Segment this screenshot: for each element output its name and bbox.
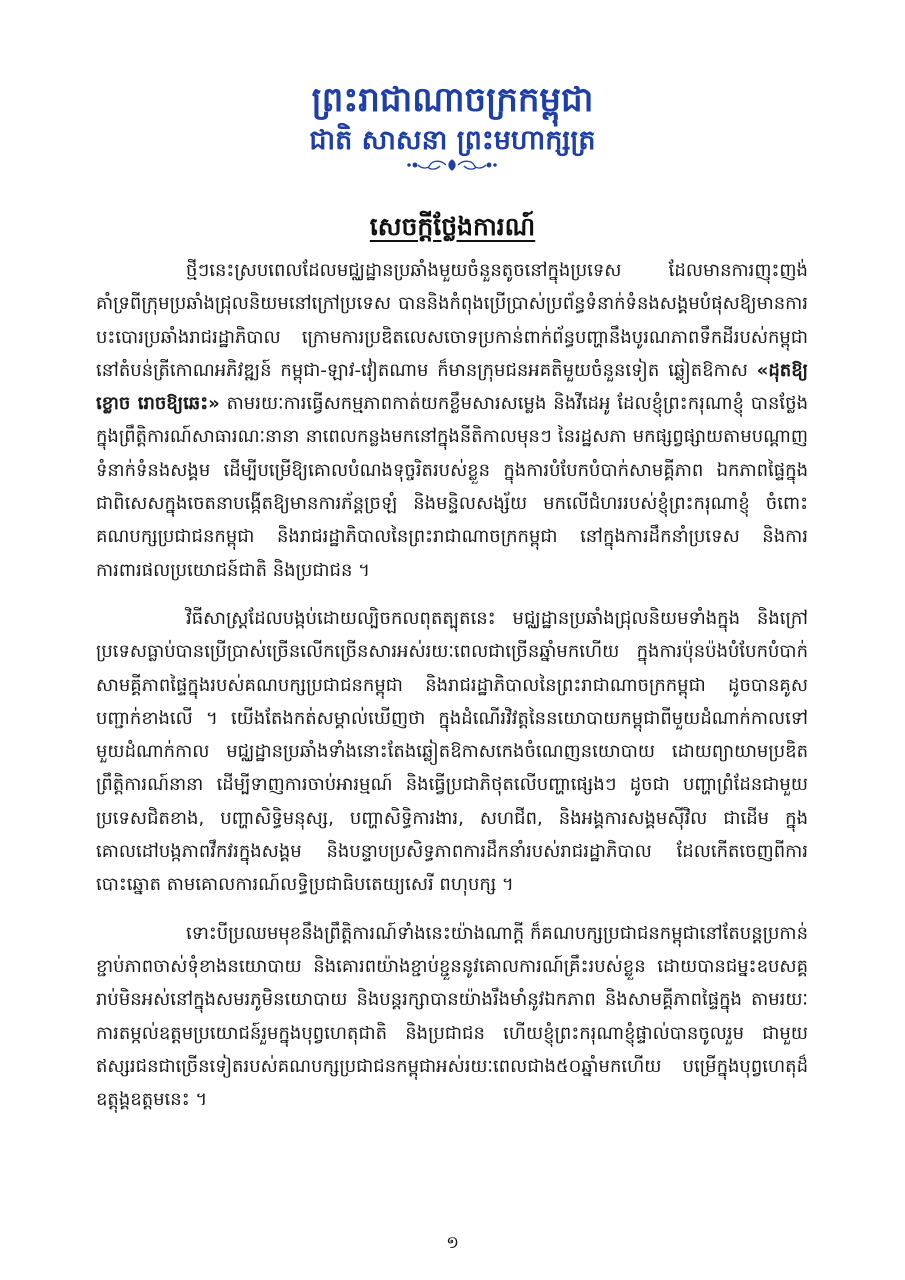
paragraph-1-rest: តាមរយៈការធ្វើសកម្មភាពកាត់យកខ្លឹមសារសម្លេង និងវីដេអូ ដែលខ្ញុំព្រះករុណាខ្ញុំ បានថ្លែងក្នុងព្រឹត្តិការណ៍សាធារណៈនានា នាពេលកន្លងមកនៅក្នុងនីតិកាលមុនៗ នៃរដ្ឋសភា មកផ្សព្វផ្សាយតាមបណ្តាញទំនាក់ទំនងសង្គម ដើម្បីបម្រើឱ្យគោលបំណងទុច្ចរិតរបស់ខ្លួន ក្នុងការបំបែកបំបាក់សាមគ្គីភាព ឯកភាពផ្ទៃក្នុង ជាពិសេសក្នុងចេតនាបង្កើតឱ្យមានការភ័ន្តច្រឡំ និងមន្ទិលសង្ស័យ មកលើជំហររបស់ខ្ញុំព្រះករុណាខ្ញុំ ចំពោះគណបក្សប្រជាជនកម្ពុជា និងរាជរដ្ឋាភិបាលនៃព្រះរាជាណាចក្រកម្ពុជា នៅក្នុងការដឹកនាំប្រទេស និងការការពារផលប្រយោជន៍ជាតិ និងប្រជាជន ។ bbox=[96, 393, 809, 581]
paragraph-1-quote: «ដុតឱ្យខ្លោច រោចឱ្យឆេះ» bbox=[96, 359, 808, 415]
ornament-divider-icon bbox=[402, 157, 502, 173]
paragraph-1 bbox=[96, 254, 808, 587]
paragraph-2: វិធីសាស្ត្រដែលបង្កប់ដោយល្បិចកលពុតត្បុតនេះ មជ្ឈដ្ឋានប្រឆាំងជ្រុលនិយមទាំងក្នុង និងក្រៅប្រទេសធ្លាប់បានប្រើប្រាស់ច្រើនលើកច្រើនសារអស់រយៈពេលជាច្រើនឆ្នាំមកហើយ ក្នុងការប៉ុនប៉ងបំបែកបំបាក់សាមគ្គីភាពផ្ទៃក្នុងរបស់គណបក្សប្រជាជនកម្ពុជា និងរាជរដ្ឋាភិបាលនៃព្រះរាជាណាចក្រកម្ពុជា ដូចបានគូសបញ្ជាក់ខាងលើ ។ យើងតែងកត់សម្គាល់ឃើញថា ក្នុងដំណើរវិវត្តនៃនយោបាយកម្ពុជាពីមួយដំណាក់កាលទៅមួយដំណាក់កាល មជ្ឈដ្ឋានប្រឆាំងទាំងនោះតែងឆ្លៀតឱកាសកេងចំណេញនយោបាយ ដោយព្យាយាមប្រឌិតព្រឹត្តិការណ៍នានា ដើម្បីទាញការចាប់អារម្មណ៍ និងធ្វើប្រជាភិថុតលើបញ្ហាផ្សេងៗ ដូចជា បញ្ហាព្រំដែនជាមួយប្រទេសជិតខាង, បញ្ហាសិទ្ធិមនុស្ស, បញ្ហាសិទ្ធិការងារ, សហជីព, និងអង្គការសង្គមស៊ីវិល ជាដើម ក្នុងគោលដៅបង្កភាពវឹកវរក្នុងសង្គម និងបន្ទាបប្រសិទ្ធភាពការដឹកនាំរបស់រាជរដ្ឋាភិបាល ដែលកើតចេញពីការបោះឆ្នោត តាមគោលការណ៍លទ្ធិប្រជាធិបតេយ្យសេរី ពហុបក្ស ។ bbox=[96, 607, 808, 896]
paragraph-3: ទោះបីប្រឈមមុខនឹងព្រឹត្តិការណ៍ទាំងនេះយ៉ាងណាក្តី ក៏គណបក្សប្រជាជនកម្ពុជានៅតែបន្តប្រកាន់ខ្ជាប់ភាពចាស់ទុំខាងនយោបាយ និងគោរពយ៉ាងខ្ជាប់ខ្ជួននូវគោលការណ៍គ្រឹះរបស់ខ្លួន ដោយបានជម្នះឧបសគ្គរាប់មិនអស់នៅក្នុងសមរភូមិនយោបាយ និងបន្តរក្សាបានយ៉ាងរឹងមាំនូវឯកភាព និងសាមគ្គីភាពផ្ទៃក្នុង តាមរយៈការតម្កល់ឧត្តមប្រយោជន៍រួមក្នុងបុព្វហេតុជាតិ និងប្រជាជន ហើយខ្ញុំព្រះករុណាខ្ញុំផ្ទាល់បានចូលរួម ជាមួយឥស្សរជនជាច្រើនទៀតរបស់គណបក្សប្រជាជនកម្ពុជាអស់រយៈពេលជាង៥០ឆ្នាំមកហើយ បម្រើក្នុងបុព្វហេតុដ៏ឧត្តុង្គឧត្តមនេះ ។ bbox=[96, 922, 808, 1111]
paragraph-1-intro: ថ្មីៗនេះស្របពេលដែលមជ្ឈដ្ឋានប្រឆាំងមួយចំនួនតូចនៅក្នុងប្រទេស ដែលមានការញុះញង់ គាំទ្រពីក្រុមប្រឆាំងជ្រុលនិយមនៅក្រៅប្រទេស បាននិងកំពុងប្រើប្រាស់ប្រព័ន្ធទំនាក់ទំនងសង្គមបំផុសឱ្យមានការបះបោរប្រឆាំងរាជរដ្ឋាភិបាល ក្រោមការប្រឌិតលេសចោទប្រកាន់ពាក់ព័ន្ធបញ្ហានឹងបូរណភាពទឹកដីរបស់កម្ពុជានៅតំបន់ត្រីកោណអភិវឌ្ឍន៍ កម្ពុជា-ឡាវ-វៀតណាម ក៏មានក្រុមជនអគតិមួយចំនួនទៀត ឆ្លៀតឱកាស bbox=[96, 260, 808, 381]
national-motto: ជាតិ សាសនា ព្រះមហាក្សត្រ bbox=[309, 125, 596, 156]
kingdom-heading: ព្រះរាជាណាចក្រកម្ពុជា bbox=[311, 80, 594, 120]
statement-title: សេចក្តីថ្លែងការណ៍ bbox=[369, 212, 536, 241]
statement-title-wrap bbox=[0, 210, 905, 244]
page-number: ១ bbox=[446, 1233, 459, 1253]
statement-body bbox=[96, 254, 808, 1131]
